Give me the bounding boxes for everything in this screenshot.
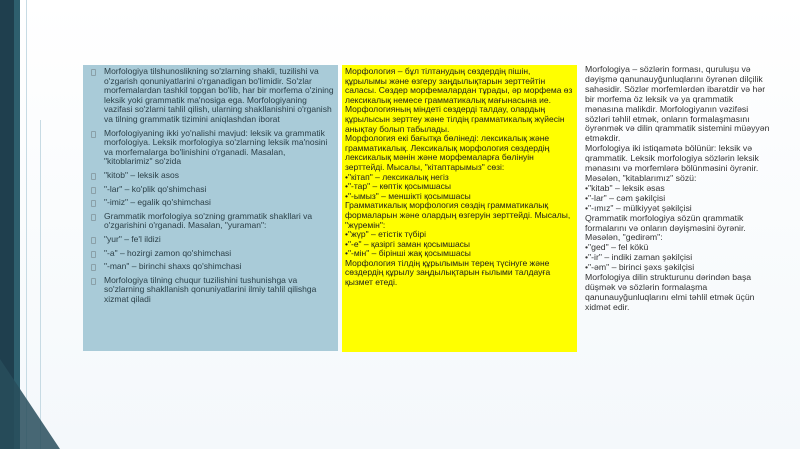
azerbaijani-text-line: •"ged" – fel kökü (585, 242, 649, 253)
azerbaijani-text-line: Morfologiya – sözlərin forması, quruluşu və dəyişmə qanunauyğunluqlarını öyrənən dilçilik sahəsidir. Sözlər morfemlərdən ibarətdir və hər bir morfema öz leksik və ya qrammatik mənasına malikdir. Morfologiyanın vəzifəsi sözləri təhlil etmək, onların formalaşmasını öyrənmək və dilin qrammatik sistemini müəyyən etməkdir. (585, 64, 770, 144)
azerbaijani-text-box (585, 65, 770, 365)
uzbek-bullet-list (87, 67, 334, 304)
kazakh-text-line: •"-тар" – көптік қосымшасы (345, 181, 452, 192)
list-item: "yur" – fe'l ildizi (87, 235, 334, 245)
azerbaijani-text-line: Morfologiya iki istiqamətə bölünür: leksik və qrammatik. Leksik morfologiya sözlərin leksik mənasını və morfemlərə bölünməsini öyrənir. Məsələn, "kitablarımız" sözü: (585, 143, 759, 183)
kazakh-text-line: •"-ымыз" – меншікті қосымшасы (345, 190, 471, 201)
kazakh-text-box (342, 65, 577, 352)
kazakh-text-line: •"жүр" – етістік түбірі (345, 229, 426, 240)
list-item: Grammatik morfologiya so'zning grammatik shakllari va o'zgarishini o'rganadi. Masalan, "yuraman": (87, 212, 334, 231)
azerbaijani-text-line: •"-əm" – birinci şəxs şəkilçisi (585, 262, 695, 273)
azerbaijani-text-line: Qrammatik morfologiya sözün qrammatik formalarını və onların dəyişməsini öyrənir. Məsələn, "gedirəm": (585, 212, 746, 243)
kazakh-text-line: Грамматикалық морфология сөздің грамматикалық формаларын және олардың өзгеруін зерттейді. Мысалы, "жүремін": (345, 200, 571, 230)
kazakh-text-line: Морфология – бұл тілтанудың сөздердің пішін, құрылымы және өзгеру заңдылықтарын зерттейтін саласы. Сөздер морфемалардан тұрады, әр морфема өз лексикалық немесе грамматикалық мағынасына ие. Морфологияның міндеті сөздерді талдау, олардың құрылысын зерттеу және тілдің грамматикалық жүйесін анықтау болып табылады. (345, 66, 573, 134)
kazakh-text-line: •"кітап" – лексикалық негіз (345, 171, 449, 182)
uzbek-text-box (83, 65, 338, 351)
kazakh-text-line: Морфология тілдің құрылымын терең түсінуге және сөздердің құрылу заңдылықтарын ғылыми талдауға қызмет етеді. (345, 257, 551, 288)
list-item: "-lar" – ko'plik qo'shimchasi (87, 185, 334, 195)
azerbaijani-text-line: •"-lar" – cəm şəkilçisi (585, 192, 666, 203)
slide-decor-triangle (0, 359, 60, 449)
kazakh-text-line: Морфология екі бағытқа бөлінеді: лексикалық және грамматикалық. Лексикалық морфология сөздердің лексикалық мәнін және морфемаларға бөлінуін зерттейді. Мысалы, "кітаптарымыз" сөзі: (345, 133, 550, 172)
list-item: "-man" – birinchi shaxs qo'shimchasi (87, 262, 334, 272)
azerbaijani-text-line: •"kitab" – leksik əsas (585, 182, 665, 193)
list-item: "kitob" – leksik asos (87, 171, 334, 181)
kazakh-text-line: •"-мін" – бірінші жақ қосымшасы (345, 248, 471, 259)
list-item: Morfologiya tilning chuqur tuzilishini tushunishga va so'zlarning shakllanish qonuniyatlarini ilmiy tahlil qilishga xizmat qiladi (87, 276, 334, 305)
list-item: "-a" – hozirgi zamon qo'shimchasi (87, 249, 334, 259)
azerbaijani-text-line: •"-ımız" – mülkiyyət şəkilçisi (585, 202, 692, 213)
azerbaijani-text-line: Morfologiya dilin strukturunu dərindən başa düşmək və sözlərin formalaşma qanunauyğunluqlarını elmi təhlil etmək üçün xidmət edir. (585, 272, 755, 312)
azerbaijani-text-line: •"-ir" – indiki zaman şəkilçisi (585, 252, 693, 263)
kazakh-text-line: •"-е" – қазіргі заман қосымшасы (345, 238, 471, 249)
list-item: Morfologiya tilshunoslikning so'zlarning shakli, tuzilishi va o'zgarish qonuniyatlarini o'rganadigan bo'limidir. So'zlar morfemalardan tashkil topgan bo'lib, har bir morfema o'zining leksik yoki grammatik ma'nosiga ega. Morfologiyaning vazifasi so'zlarni tahlil qilish, ularning shakllanishini o'rganish va tilning grammatik tizimini aniqlashdan iborat (87, 67, 334, 125)
list-item: "-imiz" – egalik qo'shimchasi (87, 198, 334, 208)
list-item: Morfologiyaning ikki yo'nalishi mavjud: leksik va grammatik morfologiya. Leksik morfologiya so'zlarning leksik ma'nosini va morfemalarga bo'linishini o'rganadi. Masalan, "kitoblarimiz" so'zida (87, 129, 334, 167)
